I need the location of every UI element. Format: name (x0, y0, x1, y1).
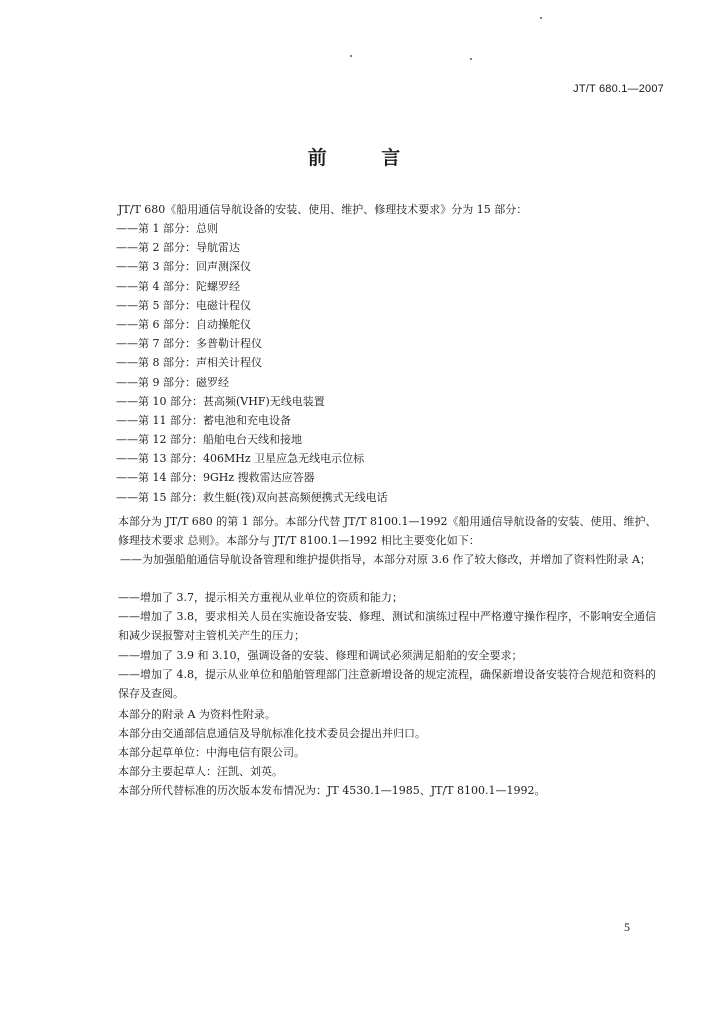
list-item: ——第 12 部分：船舶电台天线和接地 (116, 433, 302, 447)
list-item: ——第 13 部分：406MHz 卫星应急无线电示位标 (116, 452, 365, 466)
document-code: JT/T 680.1—2007 (573, 83, 664, 95)
list-item: ——第 4 部分：陀螺罗经 (116, 279, 240, 293)
list-item: ——第 7 部分：多普勒计程仪 (116, 337, 262, 351)
change-item: ——增加了 3.9 和 3.10，强调设备的安装、修理和调试必须满足船舶的安全要求； (118, 649, 523, 662)
proposer-note: 本部分由交通部信息通信及导航标准化技术委员会提出并归口。 (118, 727, 426, 740)
change-item: ——增加了 3.8，要求相关人员在实施设备安装、修理、测试和演练过程中严格遵守操作程序，不影响安全通信和减少误报警对主管机关产生的压力； (118, 610, 656, 642)
list-item: ——第 9 部分：磁罗经 (116, 375, 229, 389)
intro-line: JT/T 680《船用通信导航设备的安装、使用、维护、修理技术要求》分为 15 部分： (118, 203, 528, 216)
list-item: ——第 6 部分：自动操舵仪 (116, 317, 251, 331)
appendix-note: 本部分的附录 A 为资料性附录。 (118, 708, 276, 721)
history-note: 本部分所代替标准的历次版本发布情况为：JT 4530.1—1985、JT/T 8100.1—1992。 (118, 784, 546, 797)
list-item: ——第 2 部分：导航雷达 (116, 241, 240, 255)
list-item: ——第 15 部分：救生艇(筏)双向甚高频便携式无线电话 (116, 490, 388, 504)
change-item: ——增加了 3.7，提示相关方重视从业单位的资质和能力； (118, 591, 403, 604)
drafters-note: 本部分主要起草人：汪凯、刘英。 (118, 765, 283, 778)
list-item: ——第 8 部分：声相关计程仪 (116, 356, 262, 370)
replace-paragraph: 本部分为 JT/T 680 的第 1 部分。本部分代替 JT/T 8100.1—1992《船用通信导航设备的安装、使用、维护、修理技术要求 总则》。本部分与 JT/T 8100.1—1992 相比主要变化如下： (118, 515, 657, 547)
scan-speck (470, 58, 472, 60)
list-item: ——第 10 部分：甚高频(VHF)无线电装置 (116, 394, 325, 408)
change-item: ——增加了 4.8，提示从业单位和船舶管理部门注意新增设备的规定流程，确保新增设备安装符合规范和资料的保存及查阅。 (118, 668, 656, 700)
list-item: ——第 11 部分：蓄电池和充电设备 (116, 413, 291, 427)
page-number: 5 (624, 920, 630, 934)
scan-speck (540, 17, 542, 19)
list-item: ——第 1 部分：总则 (116, 222, 218, 235)
parts-list (116, 219, 388, 507)
list-item: ——第 5 部分：电磁计程仪 (116, 298, 251, 312)
list-item: ——第 3 部分：回声测深仪 (116, 260, 251, 274)
section-title: 前 言 (307, 147, 425, 169)
drafting-unit-note: 本部分起草单位：中海电信有限公司。 (118, 746, 305, 759)
change-item: ——为加强船舶通信导航设备管理和维护提供指导，本部分对原 3.6 作了较大修改，并增加了资料性附录 A； (120, 553, 651, 566)
list-item: ——第 14 部分：9GHz 搜救雷达应答器 (116, 471, 315, 485)
scan-speck (350, 55, 352, 57)
